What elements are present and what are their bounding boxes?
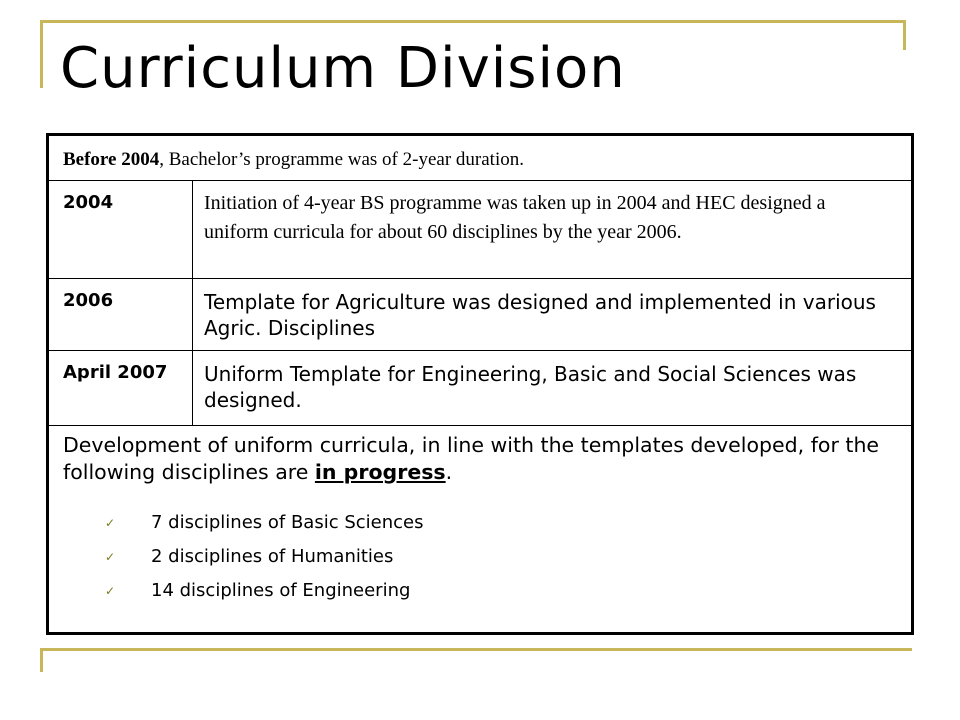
progress-text-end: . (445, 460, 453, 485)
progress-paragraph (63, 432, 891, 486)
table-row (49, 181, 911, 279)
intro-rest: , Bachelor’s programme was of 2-year duration. (159, 149, 524, 170)
list-item-label: 14 disciplines of Engineering (151, 580, 411, 601)
intro-text (63, 149, 524, 171)
decorative-line (40, 20, 43, 88)
progress-text: Development of uniform curricula, in line with the templates developed, for the following disciplines are (63, 433, 880, 485)
year-cell: 2004 (63, 192, 114, 213)
discipline-list (105, 506, 424, 608)
table-row-progress (49, 426, 911, 632)
checkmark-icon: ✓ (105, 550, 116, 564)
description-cell: Initiation of 4-year BS programme was taken up in 2004 and HEC designed a uniform curricula for about 60 disciplines by the year 2006. (204, 192, 826, 243)
description-cell: Template for Agriculture was designed and implemented in various Agric. Disciplines (204, 290, 876, 340)
progress-emphasis: in progress (314, 460, 446, 485)
decorative-line (903, 20, 906, 50)
table-row (49, 279, 911, 351)
list-item (105, 540, 424, 574)
table-row (49, 351, 911, 426)
year-cell: April 2007 (63, 362, 168, 383)
list-item (105, 506, 424, 540)
list-item (105, 574, 424, 608)
decorative-line (40, 20, 906, 23)
decorative-line (40, 648, 43, 672)
timeline-table (46, 133, 914, 635)
column-divider (192, 181, 193, 426)
decorative-line (40, 648, 912, 651)
checkmark-icon: ✓ (105, 516, 116, 530)
year-cell: 2006 (63, 290, 114, 311)
intro-bold: Before 2004 (63, 149, 160, 170)
checkmark-icon: ✓ (105, 584, 116, 598)
table-row-intro (49, 136, 911, 181)
description-cell: Uniform Template for Engineering, Basic and Social Sciences was designed. (204, 362, 857, 412)
list-item-label: 7 disciplines of Basic Sciences (151, 512, 424, 533)
slide-title: Curriculum Division (60, 36, 626, 101)
list-item-label: 2 disciplines of Humanities (151, 546, 394, 567)
